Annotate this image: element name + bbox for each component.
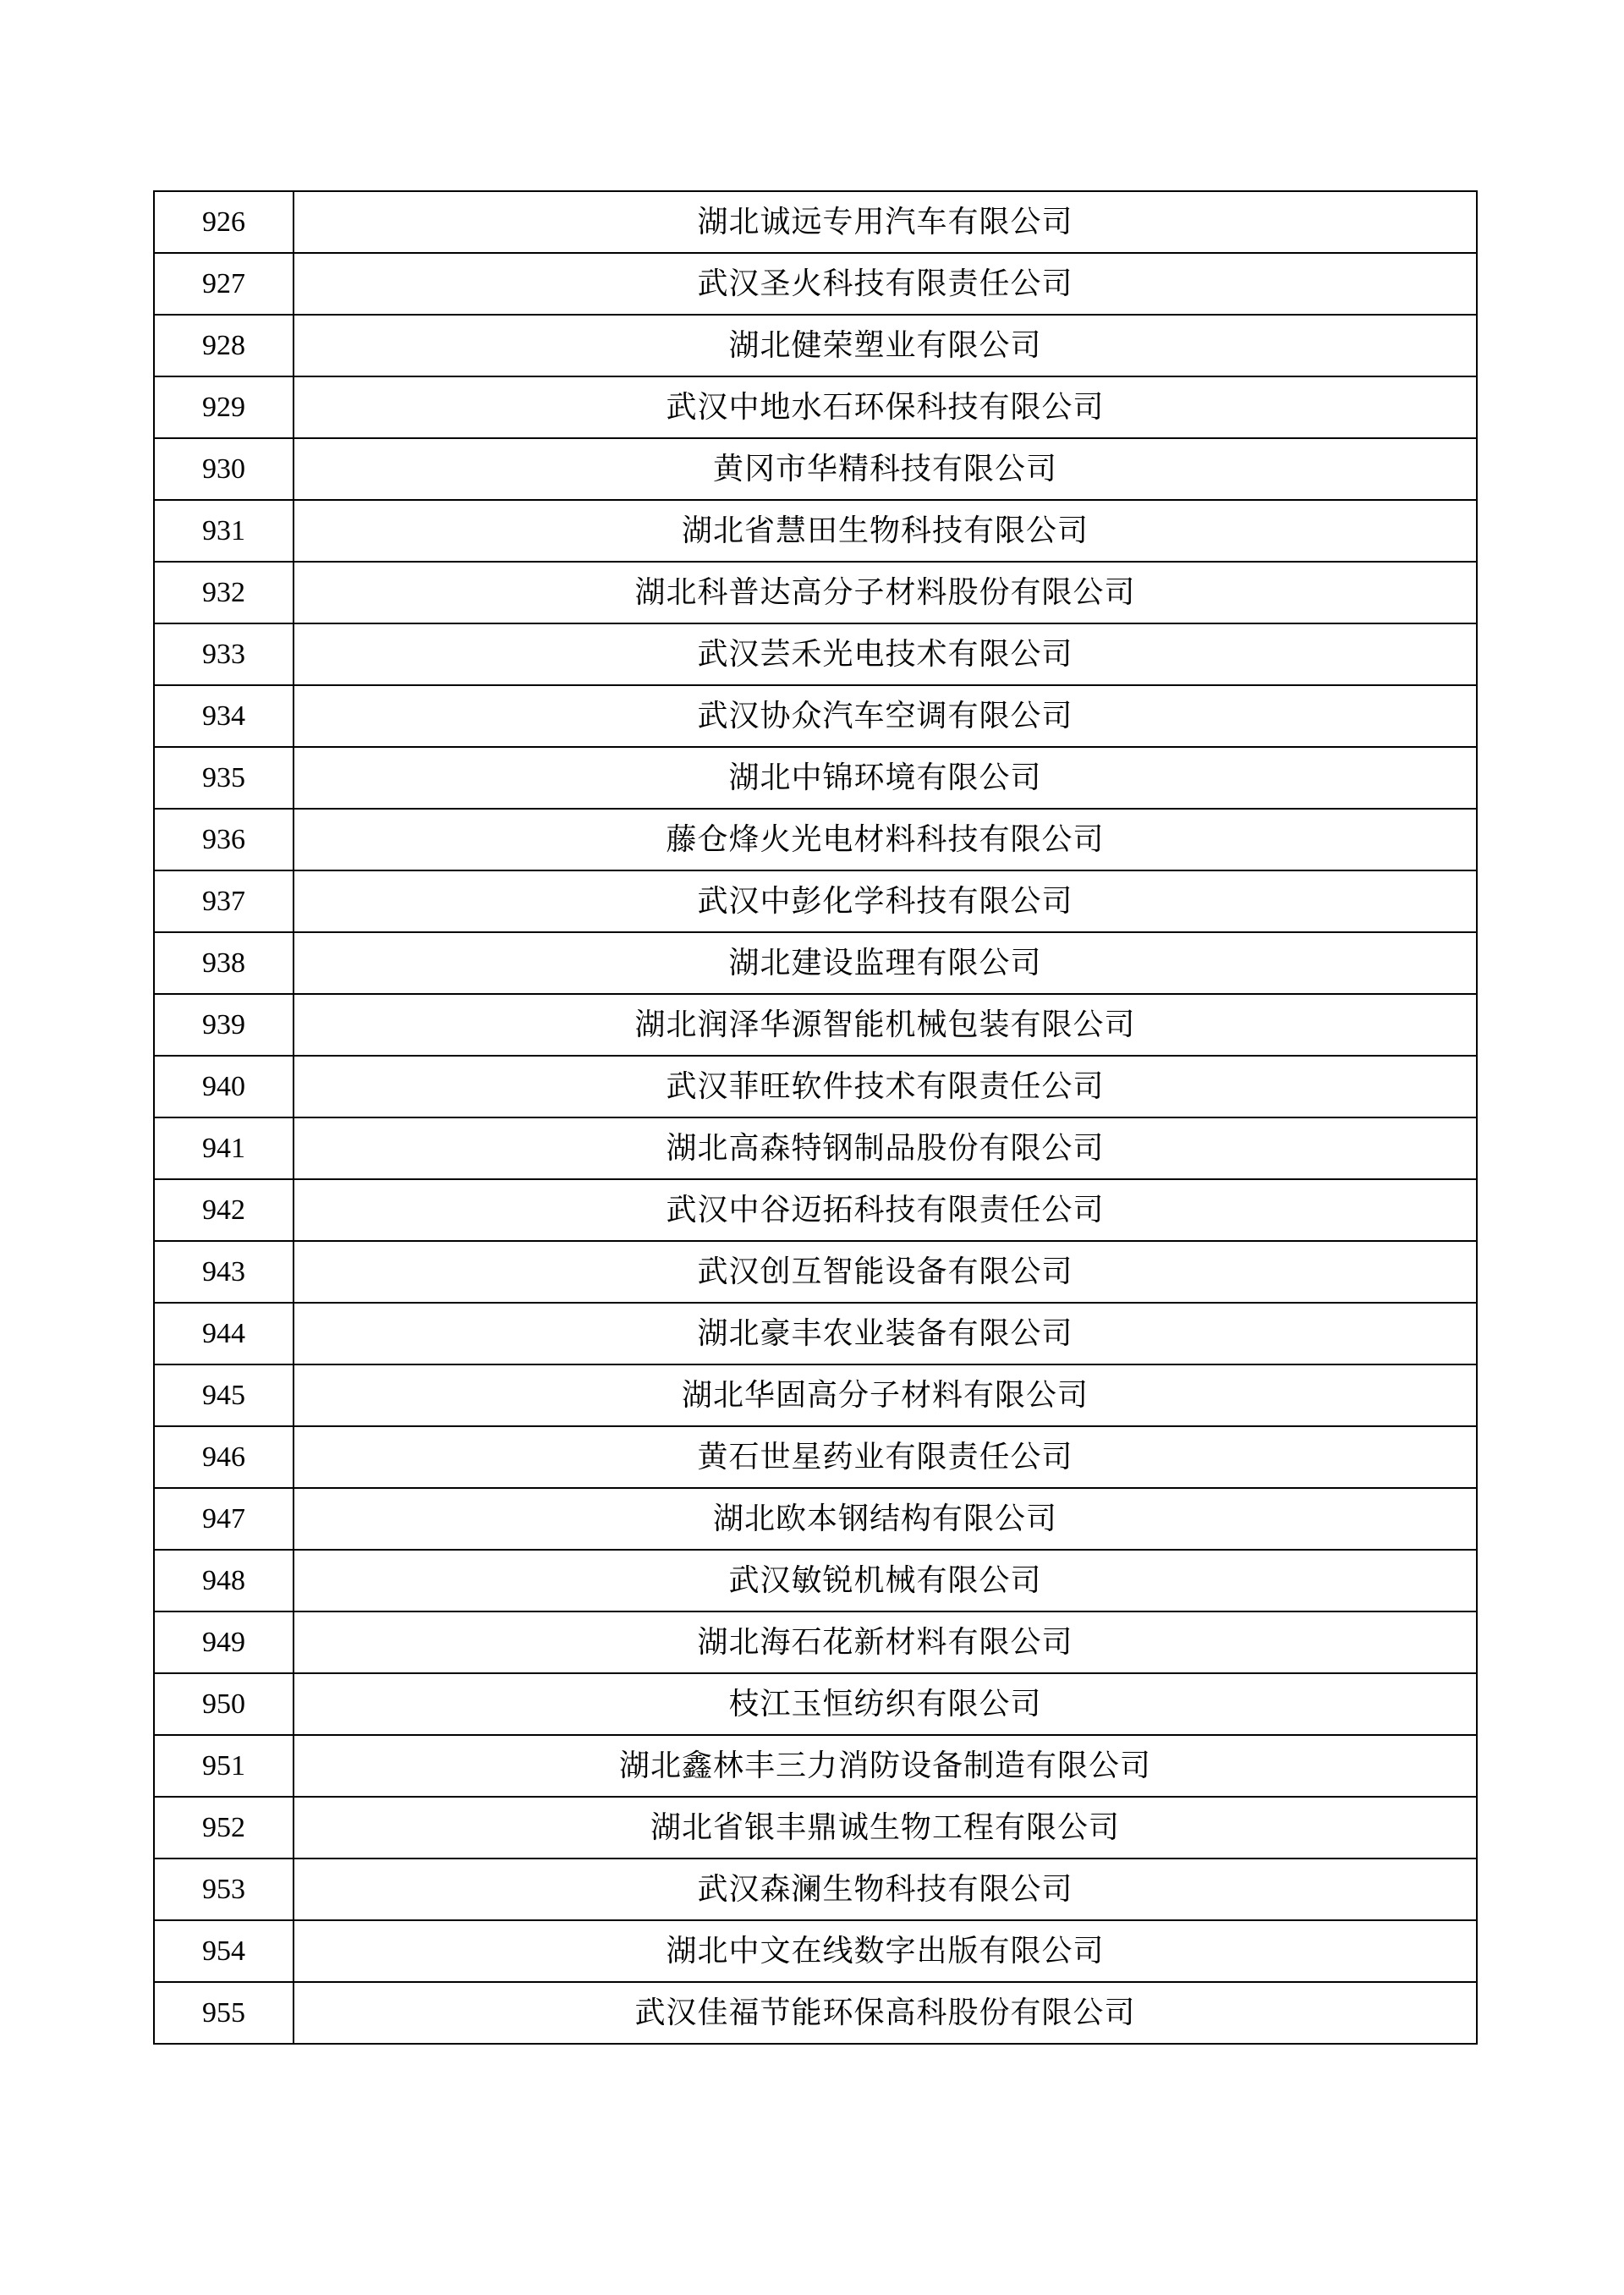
company-name: 湖北豪丰农业装备有限公司 <box>294 1303 1477 1364</box>
table-row <box>154 1241 1477 1303</box>
row-number: 935 <box>154 747 294 809</box>
table-row <box>154 1117 1477 1179</box>
row-number: 940 <box>154 1056 294 1117</box>
table-row <box>154 870 1477 932</box>
row-number: 953 <box>154 1859 294 1920</box>
row-number: 944 <box>154 1303 294 1364</box>
table-row <box>154 1426 1477 1488</box>
row-number: 934 <box>154 685 294 747</box>
row-number: 942 <box>154 1179 294 1241</box>
table-row <box>154 1611 1477 1673</box>
row-number: 926 <box>154 191 294 253</box>
company-name: 武汉协众汽车空调有限公司 <box>294 685 1477 747</box>
company-name: 湖北润泽华源智能机械包装有限公司 <box>294 994 1477 1056</box>
company-name: 湖北海石花新材料有限公司 <box>294 1611 1477 1673</box>
row-number: 936 <box>154 809 294 870</box>
table-row <box>154 685 1477 747</box>
company-name: 湖北诚远专用汽车有限公司 <box>294 191 1477 253</box>
row-number: 947 <box>154 1488 294 1550</box>
row-number: 928 <box>154 315 294 376</box>
row-number: 930 <box>154 438 294 500</box>
company-name: 湖北欧本钢结构有限公司 <box>294 1488 1477 1550</box>
row-number: 954 <box>154 1920 294 1982</box>
table-row <box>154 1056 1477 1117</box>
table-row <box>154 191 1477 253</box>
table-row <box>154 1735 1477 1797</box>
table-row <box>154 1488 1477 1550</box>
company-name: 藤仓烽火光电材料科技有限公司 <box>294 809 1477 870</box>
table-row <box>154 1179 1477 1241</box>
company-name: 湖北鑫林丰三力消防设备制造有限公司 <box>294 1735 1477 1797</box>
company-name: 武汉森澜生物科技有限公司 <box>294 1859 1477 1920</box>
company-name: 武汉创互智能设备有限公司 <box>294 1241 1477 1303</box>
company-name: 黄冈市华精科技有限公司 <box>294 438 1477 500</box>
company-list-body <box>154 191 1477 2044</box>
table-row <box>154 438 1477 500</box>
row-number: 945 <box>154 1364 294 1426</box>
row-number: 946 <box>154 1426 294 1488</box>
row-number: 952 <box>154 1797 294 1859</box>
company-name: 武汉佳福节能环保高科股份有限公司 <box>294 1982 1477 2044</box>
row-number: 949 <box>154 1611 294 1673</box>
table-row <box>154 1920 1477 1982</box>
table-row <box>154 1673 1477 1735</box>
company-name: 黄石世星药业有限责任公司 <box>294 1426 1477 1488</box>
company-name: 枝江玉恒纺织有限公司 <box>294 1673 1477 1735</box>
company-name: 武汉芸禾光电技术有限公司 <box>294 623 1477 685</box>
row-number: 951 <box>154 1735 294 1797</box>
table-row <box>154 932 1477 994</box>
table-row <box>154 1982 1477 2044</box>
company-name: 湖北中文在线数字出版有限公司 <box>294 1920 1477 1982</box>
company-name: 湖北中锦环境有限公司 <box>294 747 1477 809</box>
table-row <box>154 562 1477 623</box>
company-name: 武汉中地水石环保科技有限公司 <box>294 376 1477 438</box>
company-name: 湖北华固高分子材料有限公司 <box>294 1364 1477 1426</box>
company-name: 武汉中谷迈拓科技有限责任公司 <box>294 1179 1477 1241</box>
table-row <box>154 994 1477 1056</box>
company-name: 湖北科普达高分子材料股份有限公司 <box>294 562 1477 623</box>
company-name: 武汉圣火科技有限责任公司 <box>294 253 1477 315</box>
company-name: 武汉敏锐机械有限公司 <box>294 1550 1477 1611</box>
table-row <box>154 376 1477 438</box>
table-row <box>154 1364 1477 1426</box>
row-number: 941 <box>154 1117 294 1179</box>
table-row <box>154 1859 1477 1920</box>
row-number: 932 <box>154 562 294 623</box>
row-number: 933 <box>154 623 294 685</box>
table-row <box>154 253 1477 315</box>
company-list-table <box>153 190 1478 2045</box>
row-number: 931 <box>154 500 294 562</box>
company-name: 湖北健荣塑业有限公司 <box>294 315 1477 376</box>
row-number: 937 <box>154 870 294 932</box>
row-number: 927 <box>154 253 294 315</box>
table-row <box>154 747 1477 809</box>
row-number: 929 <box>154 376 294 438</box>
company-name: 湖北省银丰鼎诚生物工程有限公司 <box>294 1797 1477 1859</box>
table-row <box>154 809 1477 870</box>
row-number: 943 <box>154 1241 294 1303</box>
table-row <box>154 1303 1477 1364</box>
row-number: 948 <box>154 1550 294 1611</box>
company-name: 武汉中彭化学科技有限公司 <box>294 870 1477 932</box>
company-name: 湖北高森特钢制品股份有限公司 <box>294 1117 1477 1179</box>
company-name: 武汉菲旺软件技术有限责任公司 <box>294 1056 1477 1117</box>
table-row <box>154 623 1477 685</box>
row-number: 939 <box>154 994 294 1056</box>
table-row <box>154 1550 1477 1611</box>
table-row <box>154 1797 1477 1859</box>
table-row <box>154 315 1477 376</box>
company-name: 湖北建设监理有限公司 <box>294 932 1477 994</box>
company-name: 湖北省慧田生物科技有限公司 <box>294 500 1477 562</box>
row-number: 950 <box>154 1673 294 1735</box>
row-number: 955 <box>154 1982 294 2044</box>
row-number: 938 <box>154 932 294 994</box>
table-row <box>154 500 1477 562</box>
